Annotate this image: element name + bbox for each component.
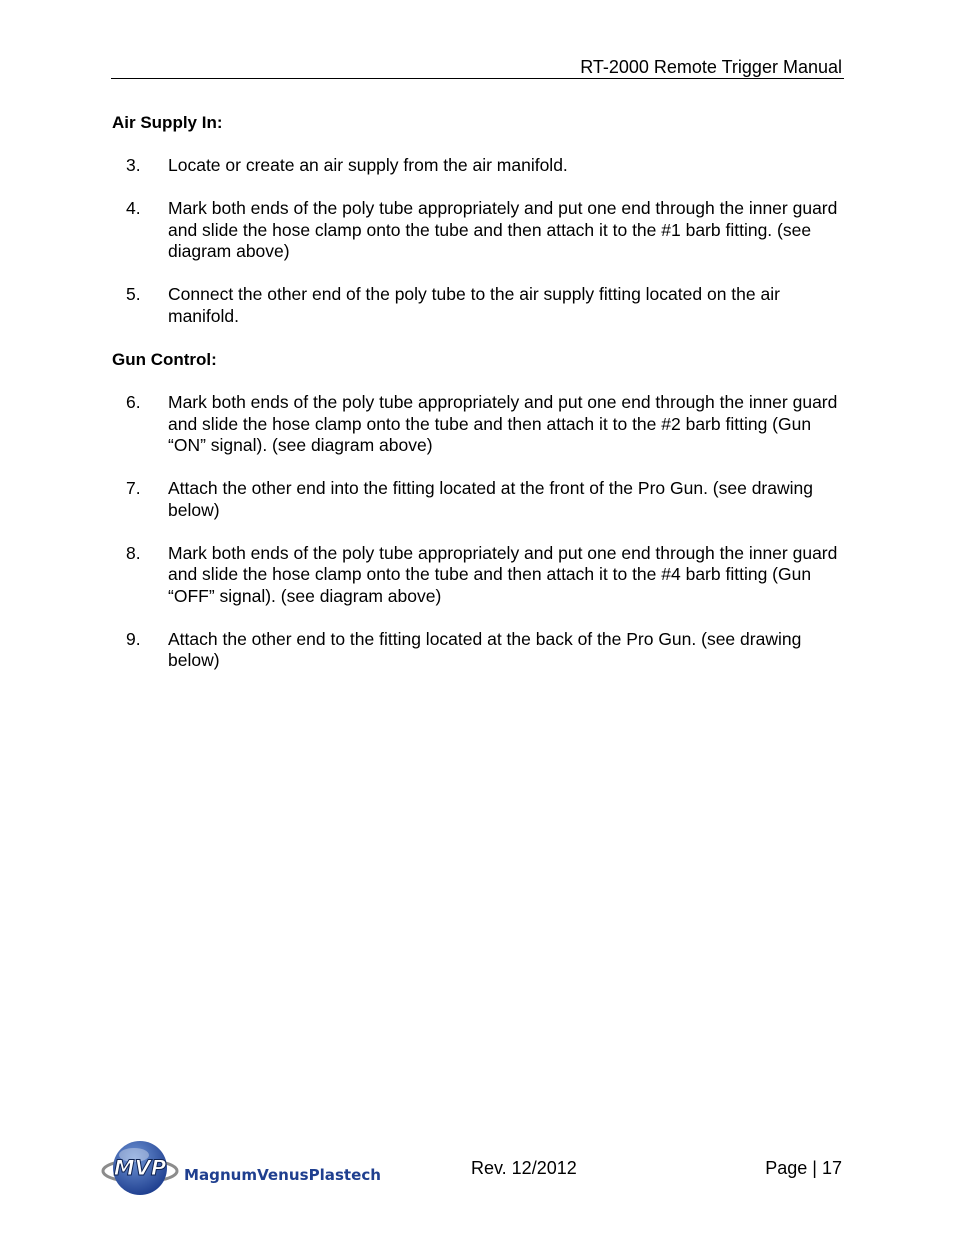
logo-wordmark: MagnumVenusPlastech [184,1166,381,1184]
step-text: Attach the other end into the fitting located at the front of the Pro Gun. (see drawing below) [168,478,813,520]
step-number: 4. [126,198,141,218]
step-number: 6. [126,392,141,412]
step-item [112,543,842,608]
step-text: Attach the other end to the fitting located at the back of the Pro Gun. (see drawing below) [168,628,802,670]
step-item [112,284,842,327]
step-item [112,155,842,177]
logo-mark: MVP [113,1156,167,1180]
step-number: 9. [126,628,141,649]
section-heading-air-supply: Air Supply In: [112,113,223,132]
page-number: Page | 17 [765,1158,842,1178]
step-item [112,392,842,457]
step-number: 8. [126,542,141,563]
step-number: 5. [126,284,141,304]
step-item [112,198,842,263]
step-item [112,629,842,672]
header-rule [111,78,844,79]
air-supply-steps [112,155,842,327]
section-heading-gun-control: Gun Control: [112,350,217,369]
step-text: Mark both ends of the poly tube appropriately and put one end through the inner guard and slide the hose clamp onto the tube and then attach it to the #2 barb fitting (Gun “ON” signal). (see diagram above) [168,392,838,455]
company-logo [100,1138,390,1204]
step-text: Connect the other end of the poly tube to the air supply fitting located on the air manifold. [168,284,780,326]
step-text: Locate or create an air supply from the air manifold. [168,155,568,175]
step-number: 7. [126,478,141,498]
gun-control-steps [112,392,842,672]
step-text: Mark both ends of the poly tube appropriately and put one end through the inner guard and slide the hose clamp onto the tube and then attach it to the #4 barb fitting (Gun “OFF” signal). (see diagram above) [168,542,838,606]
step-text: Mark both ends of the poly tube appropriately and put one end through the inner guard and slide the hose clamp onto the tube and then attach it to the #1 barb fitting. (see diagram above) [168,198,838,261]
revision-date: Rev. 12/2012 [471,1158,577,1178]
step-item [112,478,842,521]
step-number: 3. [126,155,141,175]
header-title: RT-2000 Remote Trigger Manual [580,57,842,77]
